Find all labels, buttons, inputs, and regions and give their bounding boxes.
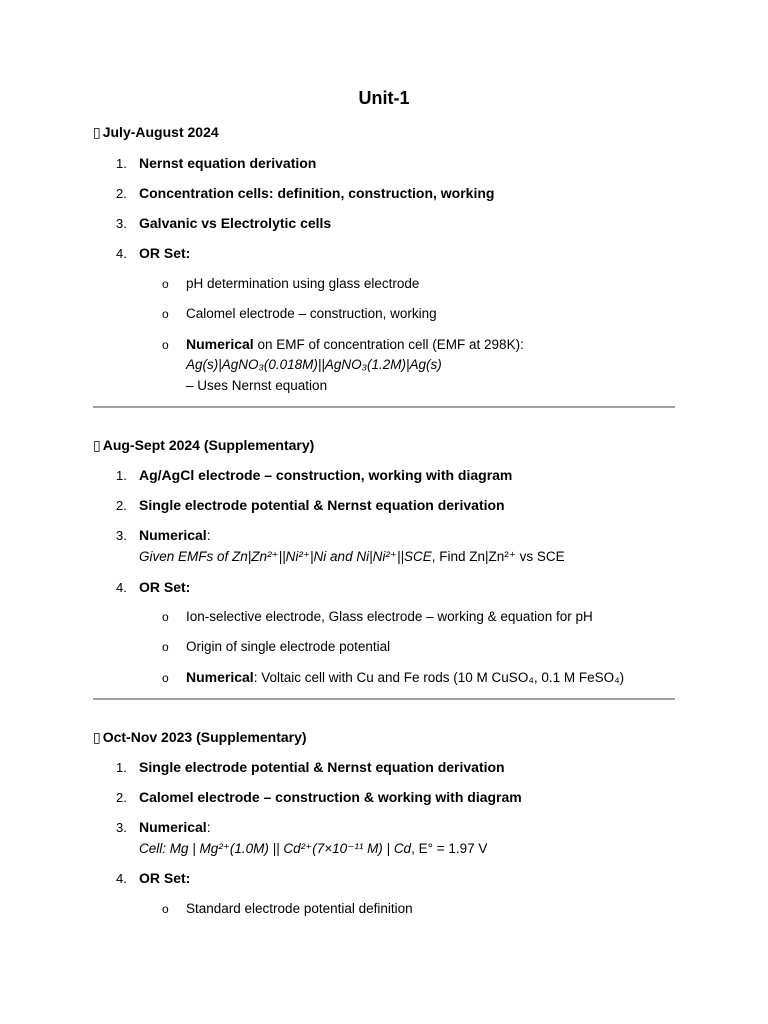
sub-list-item: o Standard electrode potential definition — [162, 901, 413, 916]
box-icon: ▯ — [93, 124, 101, 140]
sub-list-item: o Origin of single electrode potential — [162, 639, 391, 654]
list-item: 2. Concentration cells: definition, construction, working — [116, 185, 495, 201]
sub-list-item: o Calomel electrode – construction, working — [162, 306, 437, 321]
formula-text: Ag(s)|AgNO₃(0.018M)||AgNO₃(1.2M)|Ag(s) — [186, 357, 442, 372]
list-item: 3. Numerical: — [116, 527, 211, 543]
list-item: 3. Numerical: — [116, 819, 211, 835]
list-item: 2. Single electrode potential & Nernst equation derivation — [116, 497, 505, 513]
section-divider — [93, 406, 675, 408]
section-heading-text: July-August 2024 — [102, 124, 219, 140]
section-heading-aug-sept-2024 — [93, 437, 314, 454]
section-heading-text: Oct-Nov 2023 (Supplementary) — [102, 729, 307, 745]
numerical-text: Given EMFs of Zn|Zn²⁺||Ni²⁺|Ni and Ni|Ni²⁺||SCE, Find Zn|Zn²⁺ vs SCE — [139, 549, 565, 564]
list-item: 4. OR Set: — [116, 579, 191, 595]
list-item: 4. OR Set: — [116, 870, 191, 886]
sub-list-item: o pH determination using glass electrode — [162, 276, 420, 291]
box-icon: ▯ — [93, 437, 101, 453]
section-heading-jul-aug-2024 — [93, 124, 219, 141]
page-title: Unit-1 — [358, 88, 410, 108]
section-heading-oct-nov-2023 — [93, 729, 307, 746]
sub-list-item: o Numerical on EMF of concentration cell (EMF at 298K): — [162, 336, 524, 352]
section-heading-text: Aug-Sept 2024 (Supplementary) — [102, 437, 315, 453]
numerical-text: Cell: Mg | Mg²⁺(1.0M) || Cd²⁺(7×10⁻¹¹ M) | Cd, E° = 1.97 V — [139, 841, 488, 856]
box-icon: ▯ — [93, 729, 101, 745]
sub-list-item: o Numerical: Voltaic cell with Cu and Fe rods (10 M CuSO₄, 0.1 M FeSO₄) — [162, 669, 625, 685]
list-item: 1. Nernst equation derivation — [116, 155, 317, 171]
list-item: 3. Galvanic vs Electrolytic cells — [116, 215, 332, 231]
sub-list-item: o Ion-selective electrode, Glass electrode – working & equation for pH — [162, 609, 593, 624]
note-text: – Uses Nernst equation — [186, 378, 328, 393]
section-divider — [93, 698, 675, 700]
list-item: 2. Calomel electrode – construction & working with diagram — [116, 789, 522, 805]
list-item: 1. Single electrode potential & Nernst equation derivation — [116, 759, 505, 775]
list-item: 4. OR Set: — [116, 245, 191, 261]
list-item: 1. Ag/AgCl electrode – construction, working with diagram — [116, 467, 513, 483]
